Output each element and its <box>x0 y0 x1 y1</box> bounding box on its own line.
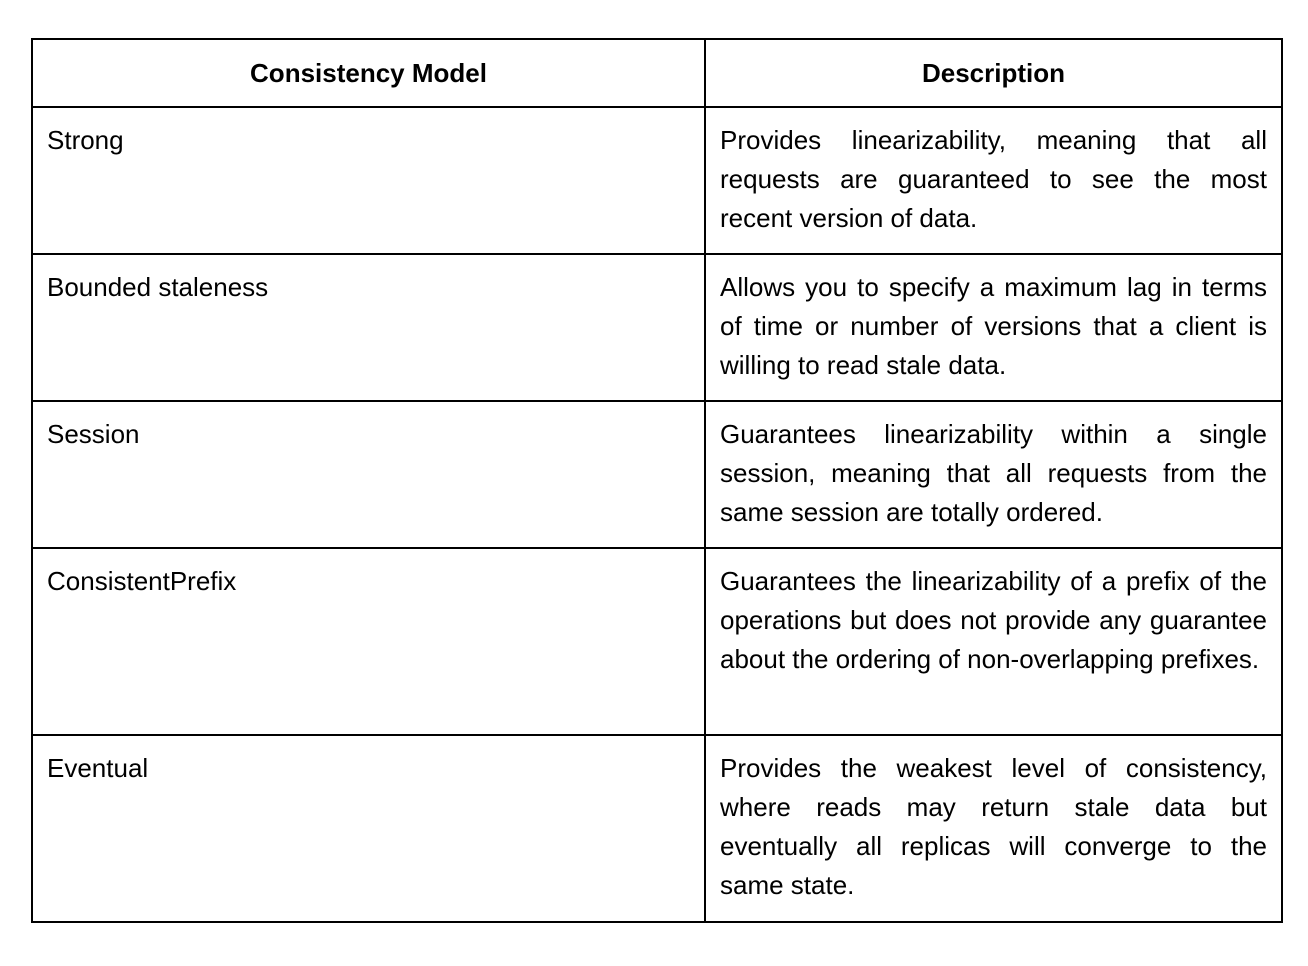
model-cell: Eventual <box>32 735 705 922</box>
description-cell: Provides linearizability, meaning that all requests are guaranteed to see the most recent version of data. <box>705 107 1282 254</box>
consistency-models-table <box>31 38 1283 923</box>
description-cell: Provides the weakest level of consistency, where reads may return stale data but eventually all replicas will converge to the same state. <box>705 735 1282 922</box>
model-cell: Session <box>32 401 705 548</box>
description-cell: Guarantees linearizability within a single session, meaning that all requests from the same session are totally ordered. <box>705 401 1282 548</box>
table-row <box>32 735 1282 922</box>
table-row <box>32 401 1282 548</box>
description-cell: Guarantees the linearizability of a prefix of the operations but does not provide any guarantee about the ordering of non-overlapping prefixes. <box>705 548 1282 735</box>
table-row <box>32 254 1282 401</box>
table-header-row <box>32 39 1282 107</box>
header-description: Description <box>705 39 1282 107</box>
model-cell: Strong <box>32 107 705 254</box>
table-row <box>32 107 1282 254</box>
table-row <box>32 548 1282 735</box>
model-cell: ConsistentPrefix <box>32 548 705 735</box>
model-cell: Bounded staleness <box>32 254 705 401</box>
description-cell: Allows you to specify a maximum lag in terms of time or number of versions that a client is willing to read stale data. <box>705 254 1282 401</box>
header-consistency-model: Consistency Model <box>32 39 705 107</box>
